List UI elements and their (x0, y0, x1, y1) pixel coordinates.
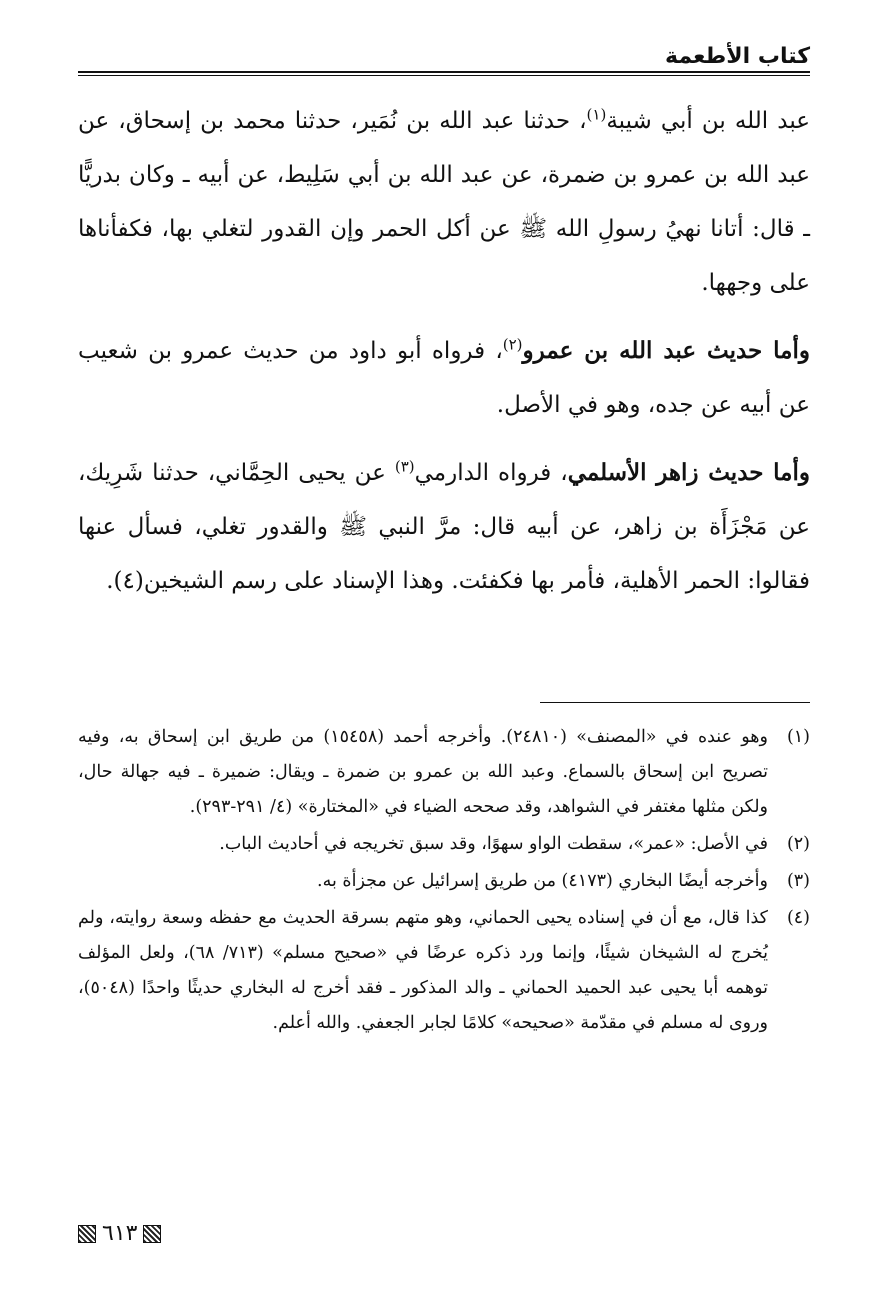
ornament-icon (143, 1225, 161, 1243)
ornament-icon (78, 1225, 96, 1243)
paragraph-1-before-note: عبد الله بن أبي شيبة (606, 108, 810, 134)
main-text (78, 94, 810, 608)
page-number-block (78, 1221, 161, 1246)
paragraph-1-text: ، حدثنا عبد الله بن نُمَير، حدثنا محمد بن إسحاق، عن عبد الله بن عمرو بن ضمرة، عن عبد الله بن أبي سَلِيط، عن أبيه ـ وكان بدريًّا ـ قال: أتانا نهيُ رسولِ الله ﷺ عن أكل الحمر وإن القدور لتغلي بها، فكفأناها على وجهها. (78, 108, 810, 296)
footnote-separator (540, 702, 810, 703)
footnote-text: وأخرجه أيضًا البخاري (٤١٧٣) من طريق إسرائيل عن مجزأة به. (317, 871, 768, 891)
header-rule-thin (78, 75, 810, 76)
chapter-title: كتاب الأطعمة (665, 44, 810, 69)
footnote-text: كذا قال، مع أن في إسناده يحيى الحماني، وهو متهم بسرقة الحديث مع حفظه وسعة روايته، ولم يُخرج له الشيخان شيئًا، وإنما ورد ذكره عرضًا في «صحيح مسلم» (٧١٣/ ٦٨)، ولعل المؤلف توهمه أبا يحيى عبد الحميد الحماني ـ والد المذكور ـ فقد أخرج له البخاري حديثًا واحدًا (٥٠٤٨)، وروى له مسلم في مقدّمة «صحيحه» كلامًا لجابر الجعفي. والله أعلم. (78, 908, 768, 1033)
paragraph-3 (78, 446, 810, 608)
footnote-number: (٣) (786, 871, 810, 891)
footnotes (78, 720, 810, 1043)
footnote-2 (78, 827, 810, 862)
header-rule-thick (78, 71, 810, 73)
footnote-number: (٤) (786, 908, 810, 928)
book-page (78, 40, 810, 1290)
footnote-ref-2[interactable]: (٢) (502, 335, 523, 354)
paragraph-1 (78, 94, 810, 310)
page-number: ٦١٣ (102, 1221, 138, 1246)
footnote-ref-1[interactable]: (١) (586, 105, 607, 124)
paragraph-3-text: عن يحيى الحِمَّاني، حدثنا شَرِيك، عن مَجْزَأَة بن زاهر، عن أبيه قال: مرَّ النبي ﷺ والقدور تغلي، فسأل عنها فقالوا: الحمر الأهلية، فأمر بها فكفئت. وهذا الإسناد على رسم الشيخين(٤). (78, 460, 811, 594)
paragraph-2-lead: وأما حديث عبد الله بن عمرو (522, 337, 810, 364)
paragraph-2-text: ، فرواه أبو داود من حديث عمرو بن شعيب عن أبيه عن جده، وهو في الأصل. (78, 338, 810, 418)
footnote-text: في الأصل: «عمر»، سقطت الواو سهوًا، وقد سبق تخريجه في أحاديث الباب. (219, 834, 768, 854)
paragraph-3-before-note: ، فرواه الدارمي (414, 460, 568, 486)
footnote-number: (١) (786, 727, 810, 747)
footnote-text: وهو عنده في «المصنف» (٢٤٨١٠). وأخرجه أحمد (١٥٤٥٨) من طريق ابن إسحاق به، وفيه تصريح ابن إسحاق بالسماع. وعبد الله بن عمرو بن ضمرة ـ ويقال: ضميرة ـ فيه جهالة حال، ولكن مثلها مغتفر في الشواهد، وقد صححه الضياء في «المختارة» (٤/ ٢٩١-٢٩٣). (78, 727, 768, 817)
footnote-number: (٢) (786, 834, 810, 854)
paragraph-3-lead: وأما حديث زاهر الأسلمي (567, 459, 810, 486)
footnote-1 (78, 720, 810, 825)
footnote-ref-3[interactable]: (٣) (394, 457, 415, 476)
footnote-4 (78, 901, 810, 1041)
footnote-3 (78, 864, 810, 899)
paragraph-2 (78, 324, 810, 432)
running-header (78, 40, 810, 74)
